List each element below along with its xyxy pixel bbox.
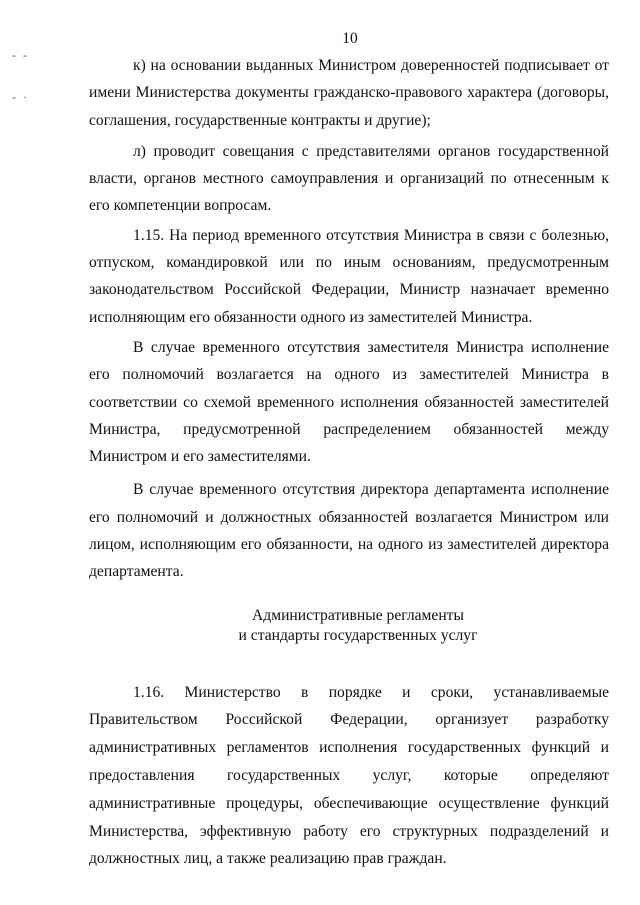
paragraph-deputy-absence: В случае временного отсутствия заместителя Министра исполнение его полномочий возлагается на одного из заместителей Министра в соответствии со схемой временного исполнения обязанностей заместителей Министра, предусмотренной распределением обязанностей между Министром и его заместителями.	[89, 338, 609, 466]
paragraph-1-16: 1.16. Министерство в порядке и сроки, устанавливаемые Правительством Российской Федерации, организует разработку административных регламентов исполнения государственных функций и предоставления государственных услуг, которые определяют административные процедуры, обеспечивающие осуществление функций Министерства, эффективную работу его структурных подразделений и должностных лиц, а также реализацию прав граждан.	[89, 683, 609, 868]
paragraph-item-k: к) на основании выданных Министром доверенностей подписывает от имени Министерства документы гражданско-правового характера (договоры, соглашения, государственные контракты и другие);	[89, 57, 609, 129]
paragraph-item-l: л) проводит совещания с представителями органов государственной власти, органов местного самоуправления и организаций по отнесенным к его компетенции вопросам.	[89, 142, 609, 215]
paragraph-1-15: 1.15. На период временного отсутствия Министра в связи с болезнью, отпуском, командировкой или по иным основаниям, предусмотренным законодательством Российской Федерации, Министр назначает временно исполняющим его обязанности одного из заместителей Министра.	[89, 226, 609, 326]
document-body	[89, 52, 609, 879]
section-heading	[89, 606, 609, 646]
page-number: 10	[342, 30, 358, 47]
margin-scan-mark: - -	[12, 48, 29, 62]
section-heading-line-1: Административные регламенты	[252, 606, 464, 624]
margin-scan-mark: - ·	[12, 90, 29, 104]
section-heading-line-2: и стандарты государственных услуг	[238, 626, 478, 644]
paragraph-director-absence: В случае временного отсутствия директора департамента исполнение его полномочий и должностных обязанностей возлагается Министром или лицом, исполняющим его обязанности, на одного из заместителей директора департамента.	[89, 481, 609, 581]
